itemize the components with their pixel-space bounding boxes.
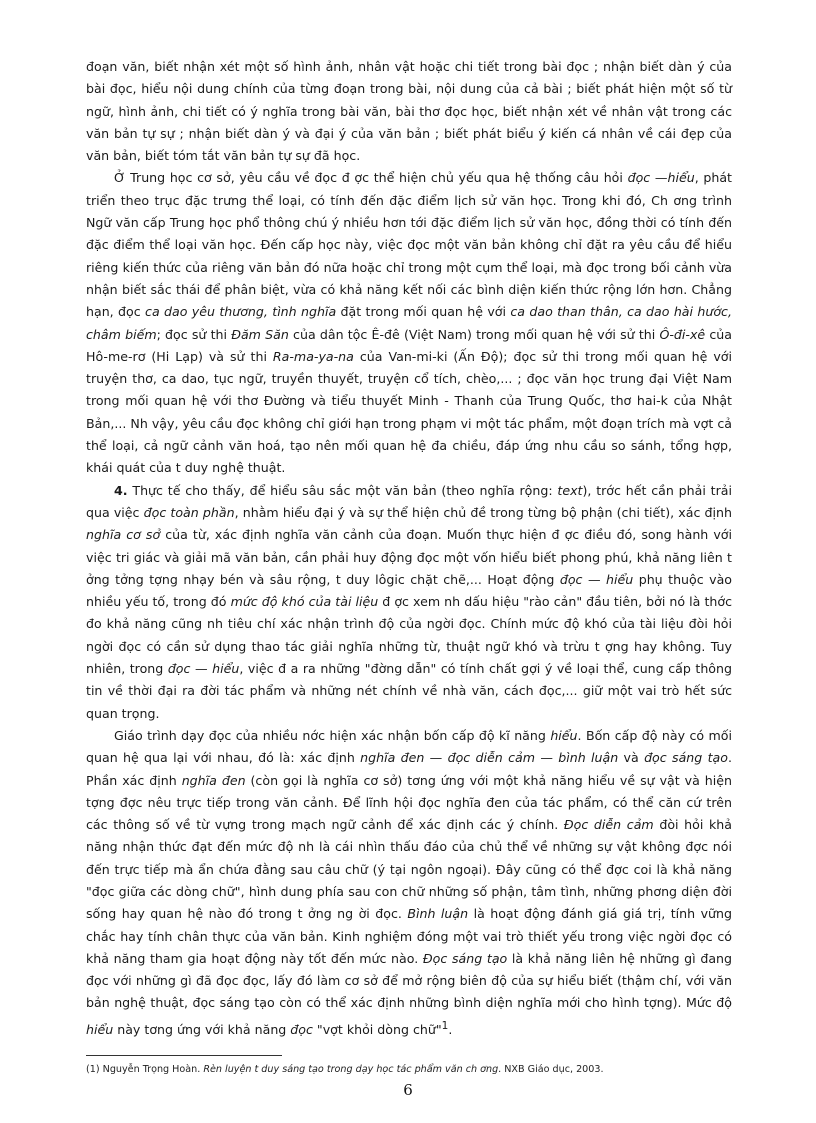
section-number: 4. [114,482,128,498]
page-number: 6 [403,1081,413,1099]
footnote-book-title: Rèn luyện t duy sáng tạo trong dạy học tác phẩm văn ch ơng [203,1064,499,1075]
term: text [557,482,583,498]
term: nghĩa đen — đọc diễn cảm — bình luận [360,750,619,766]
term: đọc sáng tạo [644,750,728,766]
footnote-divider [86,1055,282,1056]
paragraph-4: Giáo trình dạy đọc của nhiều nớc hiện xác nhận bốn cấp độ kĩ năng hiểu. Bốn cấp độ này có mối quan hệ qua lại với nhau, đó là: xác định nghĩa đen — đọc diễn cảm — bình luận và đọc sáng tạo. Phần xác định nghĩa đen (còn gọi là nghĩa cơ sở) tơng ứng với một khả năng hiểu về sự vật và hiện tợng đợc nêu trực tiếp trong văn cảnh. Để lĩnh hội đọc nghĩa đen của tác phẩm, có thể căn cứ trên các thông số về từ vựng trong mạch ngữ cảnh để xác định các ý chính. Đọc diễn cảm đòi hỏi khả năng nhận thức đạt đến mức độ nh là cái nhìn thấu đáo của chủ thể về những sự vật không đợc nói đến trực tiếp mà ẩn chứa đằng sau câu chữ (ý tại ngôn ngoại). Đây cũng có thể đợc coi là khả năng "đọc giữa các dòng chữ", hình dung phía sau con chữ những số phận, tâm tình, những phơng diện đời sống hay quan hệ nào đó trong t ởng ng ời đọc. Bình luận là hoạt động đánh giá giá trị, tính vững chắc hay tính chân thực của văn bản. Kinh nghiệm đóng một vai trò thiết yếu trong việc ngời đọc có khả năng tham gia hoạt động này tốt đến mức nào. Đọc sáng tạo là khả năng liên hệ những gì đang đọc với những gì đã đọc đọc, lấy đó làm cơ sở để mở rộng biên độ của sự hiểu biết (thậm chí, với văn bản nghệ thuật, đọc sáng tạo còn có thể xác định những bình diện nghĩa mới cho hình tợng). Mức độ hiểu này tơng ứng với khả năng đọc "vợt khỏi dòng chữ"$^1$. [86,727,733,1037]
term: ca dao yêu thương, tình nghĩa [145,304,337,320]
term: hiểu [86,1021,114,1037]
term: nghĩa cơ sở [86,527,161,543]
term: mức độ khó của tài liệu [230,594,379,610]
footnote: (1) Nguyễn Trọng Hoàn. Rèn luyện t duy sáng tạo trong dạy học tác phẩm văn ch ơng. NXB Giáo dục, 2003. [86,1064,604,1075]
term: đọc — hiểu [559,571,634,587]
term: đọc toàn phần [143,504,235,520]
term: đọc — hiểu [167,661,240,677]
term: Đọc diễn cảm [563,817,654,833]
work-title: Đăm Săn [231,326,289,342]
footnote-ref: 1 [441,1019,449,1032]
term: ca dao than thân, ca dao hài hước, châm biếm [86,304,732,342]
term: đọc —hiểu [627,170,695,186]
term: hiểu [550,727,578,743]
term: Bình luận [407,906,469,922]
paragraph-3: 4. Thực tế cho thấy, để hiểu sâu sắc một văn bản (theo nghĩa rộng: text), trớc hết cần phải trải qua việc đọc toàn phần, nhằm hiểu đại ý và sự thể hiện chủ đề trong từng bộ phận (chi tiết), xác định nghĩa cơ sở của từ, xác định nghĩa văn cảnh của đoạn. Muốn thực hiện đ ợc điều đó, song hành với việc tri giác và giải mã văn bản, cần phải huy động đọc một vốn hiểu biết phong phú, khả năng liên t ởng tởng tợng nhạy bén và sâu rộng, t duy lôgic chặt chẽ,... Hoạt động đọc — hiểu phụ thuộc vào nhiều yếu tố, trong đó mức độ khó của tài liệu đ ợc xem nh dấu hiệu "rào cản" đầu tiên, bởi nó là thớc đo khả năng cũng nh tiêu chí xác nhận trình độ của ngời đọc. Chính mức độ khó của tài liệu đòi hỏi ngời đọc có cần sử dụng thao tác giải nghĩa những từ, thuật ngữ khó và trừu t ợng hay không. Tuy nhiên, trong đọc — hiểu, việc đ a ra những "đờng dẫn" có tính chất gợi ý về loại thể, cung cấp thông tin về thời đại ra đời tác phẩm và những nét chính về nhà văn, cách đọc,... giữ một vai trò hết sức quan trọng. [86,482,733,721]
work-title: Ra-ma-ya-na [272,348,354,364]
paragraph-1: đoạn văn, biết nhận xét một số hình ảnh, nhân vật hoặc chi tiết trong bài đọc ; nhận biết dàn ý của bài đọc, hiểu nội dung chính của từng đoạn trong bài, nội dung của cả bài ; biết phát hiện một số từ ngữ, hình ảnh, chi tiết có ý nghĩa trong bài văn, bài thơ đọc học, biết nhận xét về nhân vật trong các văn bản tự sự ; nhận biết dàn ý và đại ý của văn bản ; biết phát biểu ý kiến cá nhân về cái đẹp của văn bản, biết tóm tắt văn bản tự sự đã học. [86,59,732,164]
term: nghĩa đen [181,772,246,788]
paragraph-2: Ở Trung học cơ sở, yêu cầu về đọc đ ợc thể hiện chủ yếu qua hệ thống câu hỏi đọc —hiểu, phát triển theo trục đặc trưng thể loại, có tính đến đặc điểm lịch sử văn học. Trong khi đó, Ch ơng trình Ngữ văn cấp Trung học phổ thông chú ý nhiều hơn tới đặc điểm lịch sử văn học, đồng thời có tính đến đặc điểm thể loại văn học. Đến cấp học này, việc đọc một văn bản không chỉ đặt ra yêu cầu để hiểu riêng kiến thức của riêng văn bản đó nữa hoặc chỉ trong một cụm thể loại, mà đọc trong bối cảnh vừa nhận biết sắc thái để phân biệt, vừa có khả năng kết nối các bình diện kiến thức rộng lớn hơn. Chẳng hạn, đọc ca dao yêu thương, tình nghĩa đặt trong mối quan hệ với ca dao than thân, ca dao hài hước, châm biếm; đọc sử thi Đăm Săn của dân tộc Ê-đê (Việt Nam) trong mối quan hệ với sử thi Ô-đi-xê của Hô-me-rơ (Hi Lạp) và sử thi Ra-ma-ya-na của Van-mi-ki (Ấn Độ); đọc sử thi trong mối quan hệ với truyện thơ, ca dao, tục ngữ, truyền thuyết, truyện cổ tích, chèo,... ; đọc văn học trung đại Việt Nam trong mối quan hệ với thơ Đường và tiểu thuyết Minh - Thanh của Trung Quốc, thơ hai-k của Nhật Bản,... Nh vậy, yêu cầu đọc không chỉ giới hạn trong phạm vi một tác phẩm, một đoạn trích mà vợt cả thể loại, cả ngữ cảnh văn hoá, tạo nên mối quan hệ đa chiều, đáp ứng nhu cầu so sánh, tổng hợp, khái quát của t duy nghệ thuật. [86,170,732,476]
work-title: Ô-đi-xê [659,326,706,342]
term: đọc [290,1021,313,1037]
body-text [86,56,732,1041]
term: Đọc sáng tạo [422,950,508,966]
